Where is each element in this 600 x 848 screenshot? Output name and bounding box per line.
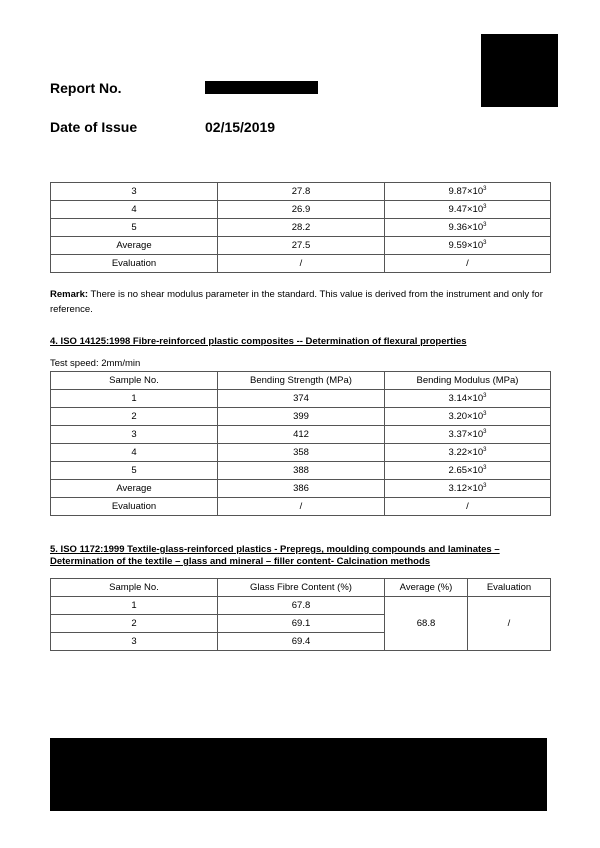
redacted-footer-block <box>50 738 547 811</box>
column-header: Bending Modulus (MPa) <box>385 372 551 390</box>
date-of-issue-label: Date of Issue <box>50 119 138 135</box>
sample-cell: 3 <box>51 633 218 651</box>
table-row <box>51 201 551 219</box>
section-4-title: 4. ISO 14125:1998 Fibre-reinforced plastic composites -- Determination of flexural properties <box>50 336 467 347</box>
strength-cell: 358 <box>218 444 385 462</box>
table-header-row <box>51 579 551 597</box>
date-of-issue-value: 02/15/2019 <box>205 119 276 135</box>
remark-paragraph <box>50 287 550 317</box>
strength-cell: 374 <box>218 390 385 408</box>
value-cell: 28.2 <box>218 219 385 237</box>
average-cell: 68.8 <box>385 597 468 651</box>
sample-cell: 1 <box>51 390 218 408</box>
sample-cell: Average <box>51 237 218 255</box>
content-cell: 67.8 <box>218 597 385 615</box>
report-no-label: Report No. <box>50 80 122 96</box>
value-cell: 27.5 <box>218 237 385 255</box>
strength-cell: 388 <box>218 462 385 480</box>
content-cell: 69.4 <box>218 633 385 651</box>
sample-cell: Average <box>51 480 218 498</box>
column-header: Bending Strength (MPa) <box>218 372 385 390</box>
table-row <box>51 480 551 498</box>
column-header: Sample No. <box>51 372 218 390</box>
strength-cell: 399 <box>218 408 385 426</box>
table-row <box>51 183 551 201</box>
sample-cell: 4 <box>51 201 218 219</box>
table-row <box>51 426 551 444</box>
test-speed-label: Test speed: 2mm/min <box>50 358 141 369</box>
glass-fibre-content-table <box>50 578 551 651</box>
strength-cell: / <box>218 498 385 516</box>
sample-cell: 2 <box>51 615 218 633</box>
table-row <box>51 408 551 426</box>
table-row <box>51 237 551 255</box>
modulus-cell: $9.47\times 10^3$ <box>385 201 551 219</box>
table-row <box>51 498 551 516</box>
modulus-cell: / <box>385 498 551 516</box>
table-row <box>51 255 551 273</box>
modulus-cell: $2.65\times 10^3$ <box>385 462 551 480</box>
table-row <box>51 390 551 408</box>
modulus-cell: $3.20\times 10^3$ <box>385 408 551 426</box>
section-5-title-line-2: Determination of the textile – glass and mineral – filler content- Calcination methods <box>50 556 431 567</box>
table-header-row <box>51 372 551 390</box>
section-5-title-line-1: 5. ISO 1172:1999 Textile-glass-reinforced plastics - Prepregs, moulding compounds and laminates – <box>50 544 500 555</box>
sample-cell: 2 <box>51 408 218 426</box>
modulus-cell: $3.37\times 10^3$ <box>385 426 551 444</box>
evaluation-cell: / <box>468 597 551 651</box>
content-cell: 69.1 <box>218 615 385 633</box>
modulus-cell: $3.14\times 10^3$ <box>385 390 551 408</box>
value-cell: 26.9 <box>218 201 385 219</box>
strength-cell: 412 <box>218 426 385 444</box>
modulus-cell: $9.36\times 10^3$ <box>385 219 551 237</box>
modulus-cell: $3.22\times 10^3$ <box>385 444 551 462</box>
sample-cell: 3 <box>51 183 218 201</box>
sample-cell: Evaluation <box>51 498 218 516</box>
column-header: Evaluation <box>468 579 551 597</box>
flexural-properties-table <box>50 371 551 516</box>
redacted-logo-block <box>481 34 558 107</box>
table-row <box>51 219 551 237</box>
redacted-report-number <box>205 81 318 94</box>
column-header: Sample No. <box>51 579 218 597</box>
modulus-cell: / <box>385 255 551 273</box>
sample-cell: 1 <box>51 597 218 615</box>
modulus-cell: $9.87\times 10^3$ <box>385 183 551 201</box>
remark-label: Remark: <box>50 289 89 300</box>
modulus-cell: $3.12\times 10^3$ <box>385 480 551 498</box>
sample-cell: Evaluation <box>51 255 218 273</box>
shear-results-table <box>50 182 551 273</box>
sample-cell: 3 <box>51 426 218 444</box>
sample-cell: 5 <box>51 462 218 480</box>
sample-cell: 5 <box>51 219 218 237</box>
table-row <box>51 597 551 615</box>
value-cell: / <box>218 255 385 273</box>
value-cell: 27.8 <box>218 183 385 201</box>
strength-cell: 386 <box>218 480 385 498</box>
table-row <box>51 462 551 480</box>
column-header: Glass Fibre Content (%) <box>218 579 385 597</box>
modulus-cell: $9.59\times 10^3$ <box>385 237 551 255</box>
sample-cell: 4 <box>51 444 218 462</box>
column-header: Average (%) <box>385 579 468 597</box>
table-row <box>51 444 551 462</box>
remark-text: There is no shear modulus parameter in the standard. This value is derived from the instrument and only for reference. <box>50 289 543 315</box>
